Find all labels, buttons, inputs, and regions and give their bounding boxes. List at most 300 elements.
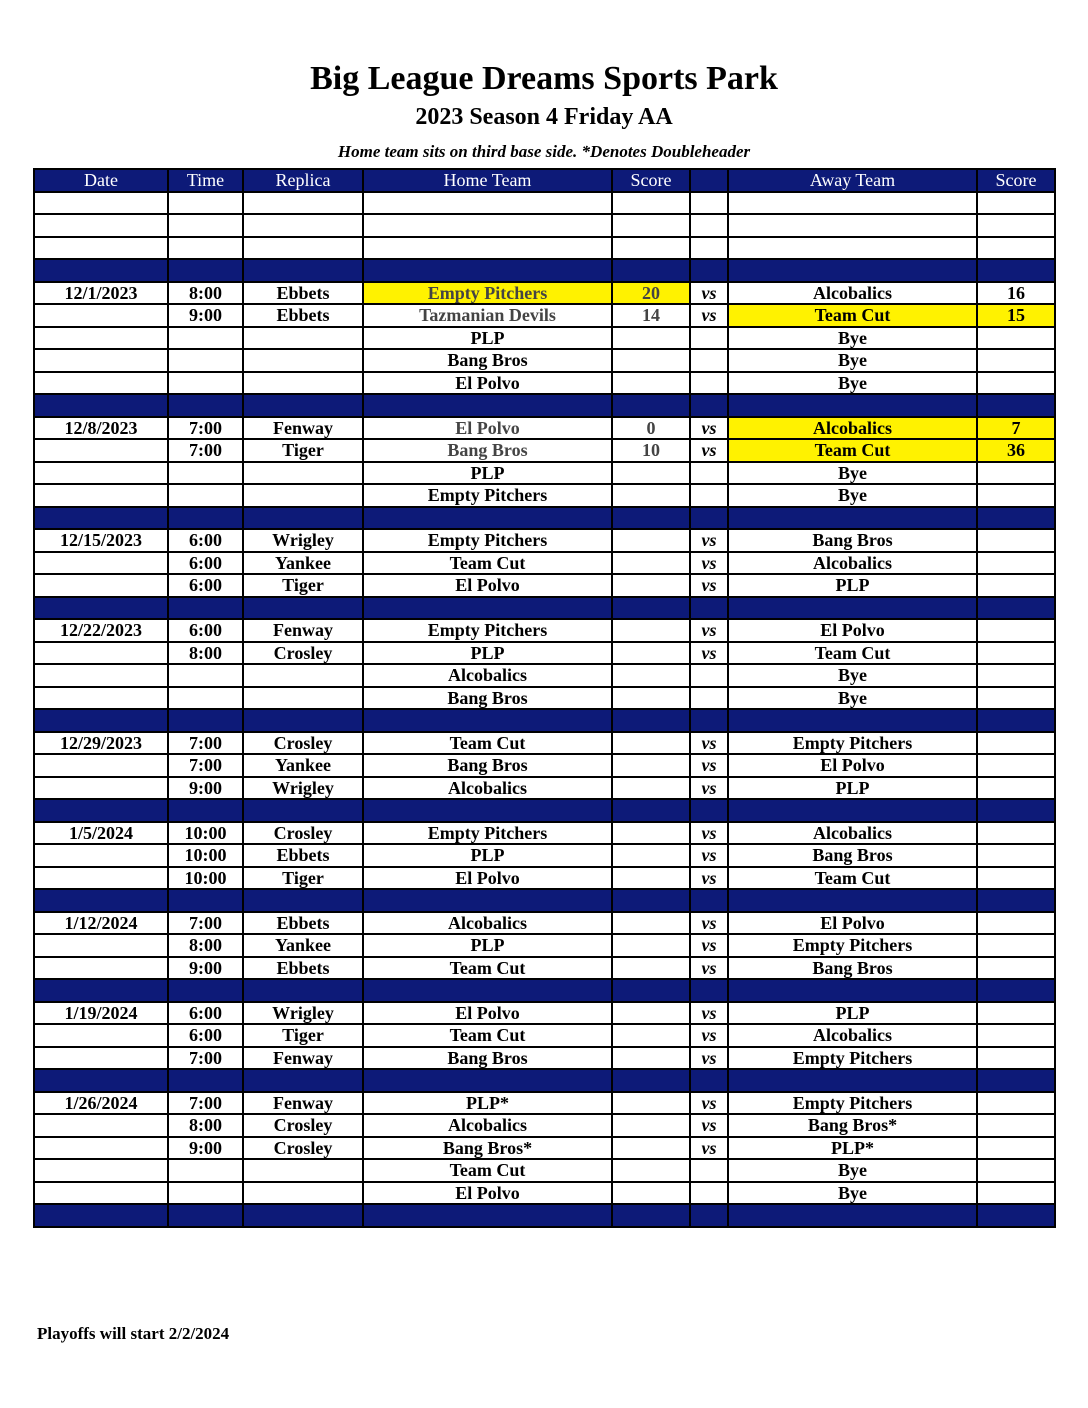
home-score-cell: [612, 822, 690, 845]
date-cell: [34, 237, 168, 260]
vs-cell: vs: [690, 754, 728, 777]
away-score-cell: [977, 1047, 1055, 1070]
game-row: [34, 327, 1055, 350]
replica-cell: [243, 889, 363, 912]
time-cell: [168, 327, 243, 350]
away-team-cell: El Polvo: [728, 754, 977, 777]
date-cell: 12/1/2023: [34, 282, 168, 305]
away-score-cell: [977, 327, 1055, 350]
vs-cell: [690, 327, 728, 350]
game-row: [34, 1047, 1055, 1070]
time-cell: 9:00: [168, 957, 243, 980]
game-row: [34, 484, 1055, 507]
vs-cell: [690, 597, 728, 620]
home-score-cell: [612, 237, 690, 260]
date-cell: [34, 1159, 168, 1182]
home-score-cell: [612, 934, 690, 957]
away-team-cell: Team Cut: [728, 642, 977, 665]
away-team-cell: PLP: [728, 777, 977, 800]
time-cell: [168, 1069, 243, 1092]
away-team-cell: Team Cut: [728, 304, 977, 327]
date-cell: [34, 799, 168, 822]
away-score-cell: [977, 1092, 1055, 1115]
away-score-cell: 16: [977, 282, 1055, 305]
away-team-cell: [728, 394, 977, 417]
home-score-cell: 14: [612, 304, 690, 327]
column-header-home-score: Score: [612, 169, 690, 192]
date-cell: [34, 642, 168, 665]
home-team-cell: [363, 709, 612, 732]
home-team-cell: PLP: [363, 934, 612, 957]
date-cell: [34, 957, 168, 980]
away-team-cell: Empty Pitchers: [728, 732, 977, 755]
replica-cell: Yankee: [243, 552, 363, 575]
away-score-cell: [977, 574, 1055, 597]
replica-cell: Crosley: [243, 822, 363, 845]
game-row: [34, 462, 1055, 485]
schedule-note: Home team sits on third base side. *Denotes Doubleheader: [337, 142, 751, 161]
home-score-cell: [612, 1137, 690, 1160]
time-cell: [168, 237, 243, 260]
home-score-cell: 10: [612, 439, 690, 462]
home-score-cell: [612, 1159, 690, 1182]
replica-cell: Fenway: [243, 1092, 363, 1115]
date-cell: [34, 439, 168, 462]
replica-cell: [243, 597, 363, 620]
vs-cell: [690, 687, 728, 710]
home-team-cell: Empty Pitchers: [363, 484, 612, 507]
away-score-cell: [977, 484, 1055, 507]
game-row: [34, 417, 1055, 440]
away-score-cell: [977, 1002, 1055, 1025]
vs-cell: [690, 664, 728, 687]
away-team-cell: Team Cut: [728, 867, 977, 890]
vs-cell: [690, 1204, 728, 1227]
away-score-cell: [977, 664, 1055, 687]
game-row: [34, 439, 1055, 462]
home-team-cell: El Polvo: [363, 1182, 612, 1205]
home-team-cell: [363, 214, 612, 237]
home-score-cell: [612, 867, 690, 890]
home-team-cell: El Polvo: [363, 372, 612, 395]
time-cell: [168, 214, 243, 237]
week-separator-row: [34, 1204, 1055, 1227]
replica-cell: [243, 664, 363, 687]
vs-cell: [690, 349, 728, 372]
replica-cell: [243, 1069, 363, 1092]
home-team-cell: El Polvo: [363, 417, 612, 440]
away-team-cell: [728, 259, 977, 282]
home-team-cell: Bang Bros: [363, 1047, 612, 1070]
time-cell: 9:00: [168, 777, 243, 800]
week-separator-row: [34, 507, 1055, 530]
away-team-cell: Bye: [728, 462, 977, 485]
home-team-cell: [363, 597, 612, 620]
time-cell: 7:00: [168, 439, 243, 462]
away-team-cell: Bang Bros: [728, 529, 977, 552]
away-team-cell: [728, 507, 977, 530]
away-score-cell: [977, 552, 1055, 575]
home-team-cell: [363, 979, 612, 1002]
schedule-table: [33, 168, 1056, 1228]
home-score-cell: [612, 214, 690, 237]
vs-cell: vs: [690, 957, 728, 980]
time-cell: 6:00: [168, 529, 243, 552]
home-team-cell: [363, 1069, 612, 1092]
home-score-cell: [612, 1182, 690, 1205]
vs-cell: vs: [690, 844, 728, 867]
home-team-cell: [363, 394, 612, 417]
home-score-cell: [612, 1002, 690, 1025]
replica-cell: Tiger: [243, 439, 363, 462]
date-cell: 1/12/2024: [34, 912, 168, 935]
date-cell: [34, 1069, 168, 1092]
column-header-away-team: Away Team: [728, 169, 977, 192]
away-score-cell: [977, 259, 1055, 282]
away-score-cell: [977, 394, 1055, 417]
away-score-cell: [977, 912, 1055, 935]
date-cell: 1/26/2024: [34, 1092, 168, 1115]
home-score-cell: [612, 1204, 690, 1227]
time-cell: [168, 462, 243, 485]
home-score-cell: [612, 552, 690, 575]
away-team-cell: Team Cut: [728, 439, 977, 462]
replica-cell: [243, 259, 363, 282]
week-separator-row: [34, 597, 1055, 620]
vs-cell: [690, 979, 728, 1002]
time-cell: [168, 394, 243, 417]
home-team-cell: PLP: [363, 844, 612, 867]
date-cell: [34, 979, 168, 1002]
week-separator-row: [34, 979, 1055, 1002]
date-cell: [34, 777, 168, 800]
game-row: [34, 304, 1055, 327]
home-team-cell: Team Cut: [363, 732, 612, 755]
vs-cell: vs: [690, 822, 728, 845]
date-cell: [34, 462, 168, 485]
game-row: [34, 687, 1055, 710]
blank-row: [34, 237, 1055, 260]
game-row: [34, 1002, 1055, 1025]
page-subtitle: 2023 Season 4 Friday AA: [415, 104, 673, 130]
time-cell: 8:00: [168, 934, 243, 957]
game-row: [34, 1024, 1055, 1047]
date-cell: [34, 754, 168, 777]
replica-cell: [243, 372, 363, 395]
vs-cell: vs: [690, 282, 728, 305]
home-team-cell: El Polvo: [363, 1002, 612, 1025]
date-cell: [34, 327, 168, 350]
away-team-cell: Alcobalics: [728, 822, 977, 845]
time-cell: [168, 979, 243, 1002]
game-row: [34, 1182, 1055, 1205]
replica-cell: Fenway: [243, 619, 363, 642]
game-row: [34, 642, 1055, 665]
time-cell: 7:00: [168, 1047, 243, 1070]
home-team-cell: Alcobalics: [363, 912, 612, 935]
replica-cell: Crosley: [243, 1137, 363, 1160]
date-cell: [34, 889, 168, 912]
home-team-cell: Empty Pitchers: [363, 822, 612, 845]
home-score-cell: [612, 1024, 690, 1047]
week-separator-row: [34, 259, 1055, 282]
time-cell: 10:00: [168, 822, 243, 845]
vs-cell: vs: [690, 912, 728, 935]
replica-cell: Ebbets: [243, 844, 363, 867]
home-team-cell: Bang Bros: [363, 439, 612, 462]
home-team-cell: Team Cut: [363, 1159, 612, 1182]
replica-cell: [243, 979, 363, 1002]
away-team-cell: [728, 597, 977, 620]
time-cell: 7:00: [168, 1092, 243, 1115]
replica-cell: Ebbets: [243, 282, 363, 305]
vs-cell: [690, 237, 728, 260]
away-score-cell: [977, 372, 1055, 395]
home-score-cell: [612, 1047, 690, 1070]
date-cell: [34, 214, 168, 237]
vs-cell: [690, 394, 728, 417]
replica-cell: [243, 214, 363, 237]
home-score-cell: [612, 507, 690, 530]
vs-cell: [690, 1159, 728, 1182]
away-score-cell: [977, 732, 1055, 755]
page-title: Big League Dreams Sports Park: [310, 60, 778, 97]
time-cell: 6:00: [168, 552, 243, 575]
away-score-cell: [977, 844, 1055, 867]
time-cell: 7:00: [168, 912, 243, 935]
away-score-cell: [977, 957, 1055, 980]
vs-cell: vs: [690, 867, 728, 890]
vs-cell: vs: [690, 1024, 728, 1047]
away-score-cell: [977, 1204, 1055, 1227]
home-team-cell: Team Cut: [363, 957, 612, 980]
vs-cell: [690, 799, 728, 822]
game-row: [34, 732, 1055, 755]
away-team-cell: [728, 889, 977, 912]
home-team-cell: PLP: [363, 327, 612, 350]
home-score-cell: [612, 1069, 690, 1092]
game-row: [34, 934, 1055, 957]
column-header-replica: Replica: [243, 169, 363, 192]
game-row: [34, 664, 1055, 687]
date-cell: 12/29/2023: [34, 732, 168, 755]
game-row: [34, 777, 1055, 800]
away-team-cell: Alcobalics: [728, 282, 977, 305]
date-cell: [34, 259, 168, 282]
away-score-cell: [977, 597, 1055, 620]
home-team-cell: Alcobalics: [363, 664, 612, 687]
home-score-cell: [612, 529, 690, 552]
game-row: [34, 1092, 1055, 1115]
column-header-home-team: Home Team: [363, 169, 612, 192]
away-team-cell: Bye: [728, 349, 977, 372]
time-cell: [168, 349, 243, 372]
home-team-cell: Bang Bros*: [363, 1137, 612, 1160]
home-score-cell: [612, 979, 690, 1002]
away-team-cell: Bye: [728, 1159, 977, 1182]
away-score-cell: 7: [977, 417, 1055, 440]
home-score-cell: [612, 1114, 690, 1137]
replica-cell: Wrigley: [243, 1002, 363, 1025]
away-score-cell: 15: [977, 304, 1055, 327]
home-score-cell: [612, 192, 690, 215]
away-score-cell: [977, 709, 1055, 732]
time-cell: [168, 1204, 243, 1227]
time-cell: [168, 687, 243, 710]
replica-cell: Ebbets: [243, 912, 363, 935]
away-score-cell: [977, 1114, 1055, 1137]
date-cell: 1/5/2024: [34, 822, 168, 845]
replica-cell: Tiger: [243, 867, 363, 890]
away-team-cell: Bang Bros: [728, 957, 977, 980]
away-team-cell: Alcobalics: [728, 552, 977, 575]
date-cell: [34, 867, 168, 890]
time-cell: [168, 484, 243, 507]
date-cell: [34, 552, 168, 575]
date-cell: 12/22/2023: [34, 619, 168, 642]
time-cell: 6:00: [168, 1024, 243, 1047]
vs-cell: vs: [690, 304, 728, 327]
game-row: [34, 1114, 1055, 1137]
away-team-cell: Bye: [728, 484, 977, 507]
vs-cell: [690, 1182, 728, 1205]
away-score-cell: [977, 619, 1055, 642]
home-team-cell: Team Cut: [363, 552, 612, 575]
vs-cell: vs: [690, 777, 728, 800]
away-team-cell: [728, 979, 977, 1002]
away-team-cell: [728, 1069, 977, 1092]
home-score-cell: [612, 574, 690, 597]
home-team-cell: [363, 889, 612, 912]
away-score-cell: [977, 979, 1055, 1002]
away-team-cell: El Polvo: [728, 619, 977, 642]
away-score-cell: [977, 214, 1055, 237]
game-row: [34, 867, 1055, 890]
replica-cell: [243, 1159, 363, 1182]
replica-cell: Ebbets: [243, 957, 363, 980]
away-score-cell: [977, 1159, 1055, 1182]
game-row: [34, 349, 1055, 372]
away-team-cell: [728, 709, 977, 732]
home-score-cell: [612, 844, 690, 867]
vs-cell: vs: [690, 934, 728, 957]
away-team-cell: [728, 799, 977, 822]
away-team-cell: Bye: [728, 687, 977, 710]
time-cell: [168, 192, 243, 215]
game-row: [34, 282, 1055, 305]
vs-cell: vs: [690, 1137, 728, 1160]
away-team-cell: [728, 214, 977, 237]
home-team-cell: PLP: [363, 462, 612, 485]
time-cell: [168, 799, 243, 822]
away-team-cell: [728, 1204, 977, 1227]
schedule-body: [34, 192, 1055, 1227]
away-score-cell: [977, 822, 1055, 845]
date-cell: [34, 664, 168, 687]
away-team-cell: [728, 237, 977, 260]
home-score-cell: [612, 372, 690, 395]
vs-cell: vs: [690, 619, 728, 642]
time-cell: 7:00: [168, 732, 243, 755]
away-team-cell: Bye: [728, 327, 977, 350]
away-team-cell: PLP*: [728, 1137, 977, 1160]
time-cell: [168, 1159, 243, 1182]
home-score-cell: [612, 799, 690, 822]
replica-cell: [243, 1204, 363, 1227]
home-score-cell: [612, 777, 690, 800]
date-cell: [34, 349, 168, 372]
header-row: [34, 169, 1055, 192]
away-score-cell: [977, 889, 1055, 912]
replica-cell: [243, 687, 363, 710]
away-score-cell: [977, 687, 1055, 710]
date-cell: [34, 844, 168, 867]
away-score-cell: [977, 192, 1055, 215]
game-row: [34, 372, 1055, 395]
home-score-cell: [612, 349, 690, 372]
away-score-cell: [977, 529, 1055, 552]
time-cell: [168, 507, 243, 530]
game-row: [34, 1137, 1055, 1160]
playoffs-note: Playoffs will start 2/2/2024: [37, 1324, 230, 1343]
replica-cell: Crosley: [243, 642, 363, 665]
replica-cell: Yankee: [243, 754, 363, 777]
vs-cell: [690, 889, 728, 912]
home-team-cell: El Polvo: [363, 574, 612, 597]
home-team-cell: [363, 259, 612, 282]
replica-cell: Crosley: [243, 732, 363, 755]
home-score-cell: [612, 664, 690, 687]
replica-cell: Crosley: [243, 1114, 363, 1137]
time-cell: [168, 664, 243, 687]
vs-cell: vs: [690, 1114, 728, 1137]
replica-cell: [243, 237, 363, 260]
vs-cell: vs: [690, 1047, 728, 1070]
blank-row: [34, 192, 1055, 215]
column-header-time: Time: [168, 169, 243, 192]
away-score-cell: [977, 1024, 1055, 1047]
home-team-cell: Empty Pitchers: [363, 619, 612, 642]
away-score-cell: [977, 349, 1055, 372]
date-cell: [34, 372, 168, 395]
away-team-cell: Empty Pitchers: [728, 1047, 977, 1070]
vs-cell: vs: [690, 417, 728, 440]
away-score-cell: [977, 777, 1055, 800]
game-row: [34, 822, 1055, 845]
date-cell: [34, 1137, 168, 1160]
away-score-cell: 36: [977, 439, 1055, 462]
home-score-cell: [612, 619, 690, 642]
date-cell: [34, 394, 168, 417]
home-team-cell: Bang Bros: [363, 754, 612, 777]
time-cell: [168, 259, 243, 282]
time-cell: 8:00: [168, 642, 243, 665]
replica-cell: Tiger: [243, 1024, 363, 1047]
away-score-cell: [977, 642, 1055, 665]
replica-cell: [243, 507, 363, 530]
home-score-cell: [612, 642, 690, 665]
home-team-cell: Bang Bros: [363, 349, 612, 372]
away-team-cell: [728, 192, 977, 215]
week-separator-row: [34, 709, 1055, 732]
away-team-cell: Bang Bros*: [728, 1114, 977, 1137]
column-header-vs: [690, 169, 728, 192]
home-team-cell: Bang Bros: [363, 687, 612, 710]
vs-cell: vs: [690, 642, 728, 665]
home-score-cell: [612, 597, 690, 620]
away-team-cell: Bye: [728, 664, 977, 687]
home-team-cell: Team Cut: [363, 1024, 612, 1047]
